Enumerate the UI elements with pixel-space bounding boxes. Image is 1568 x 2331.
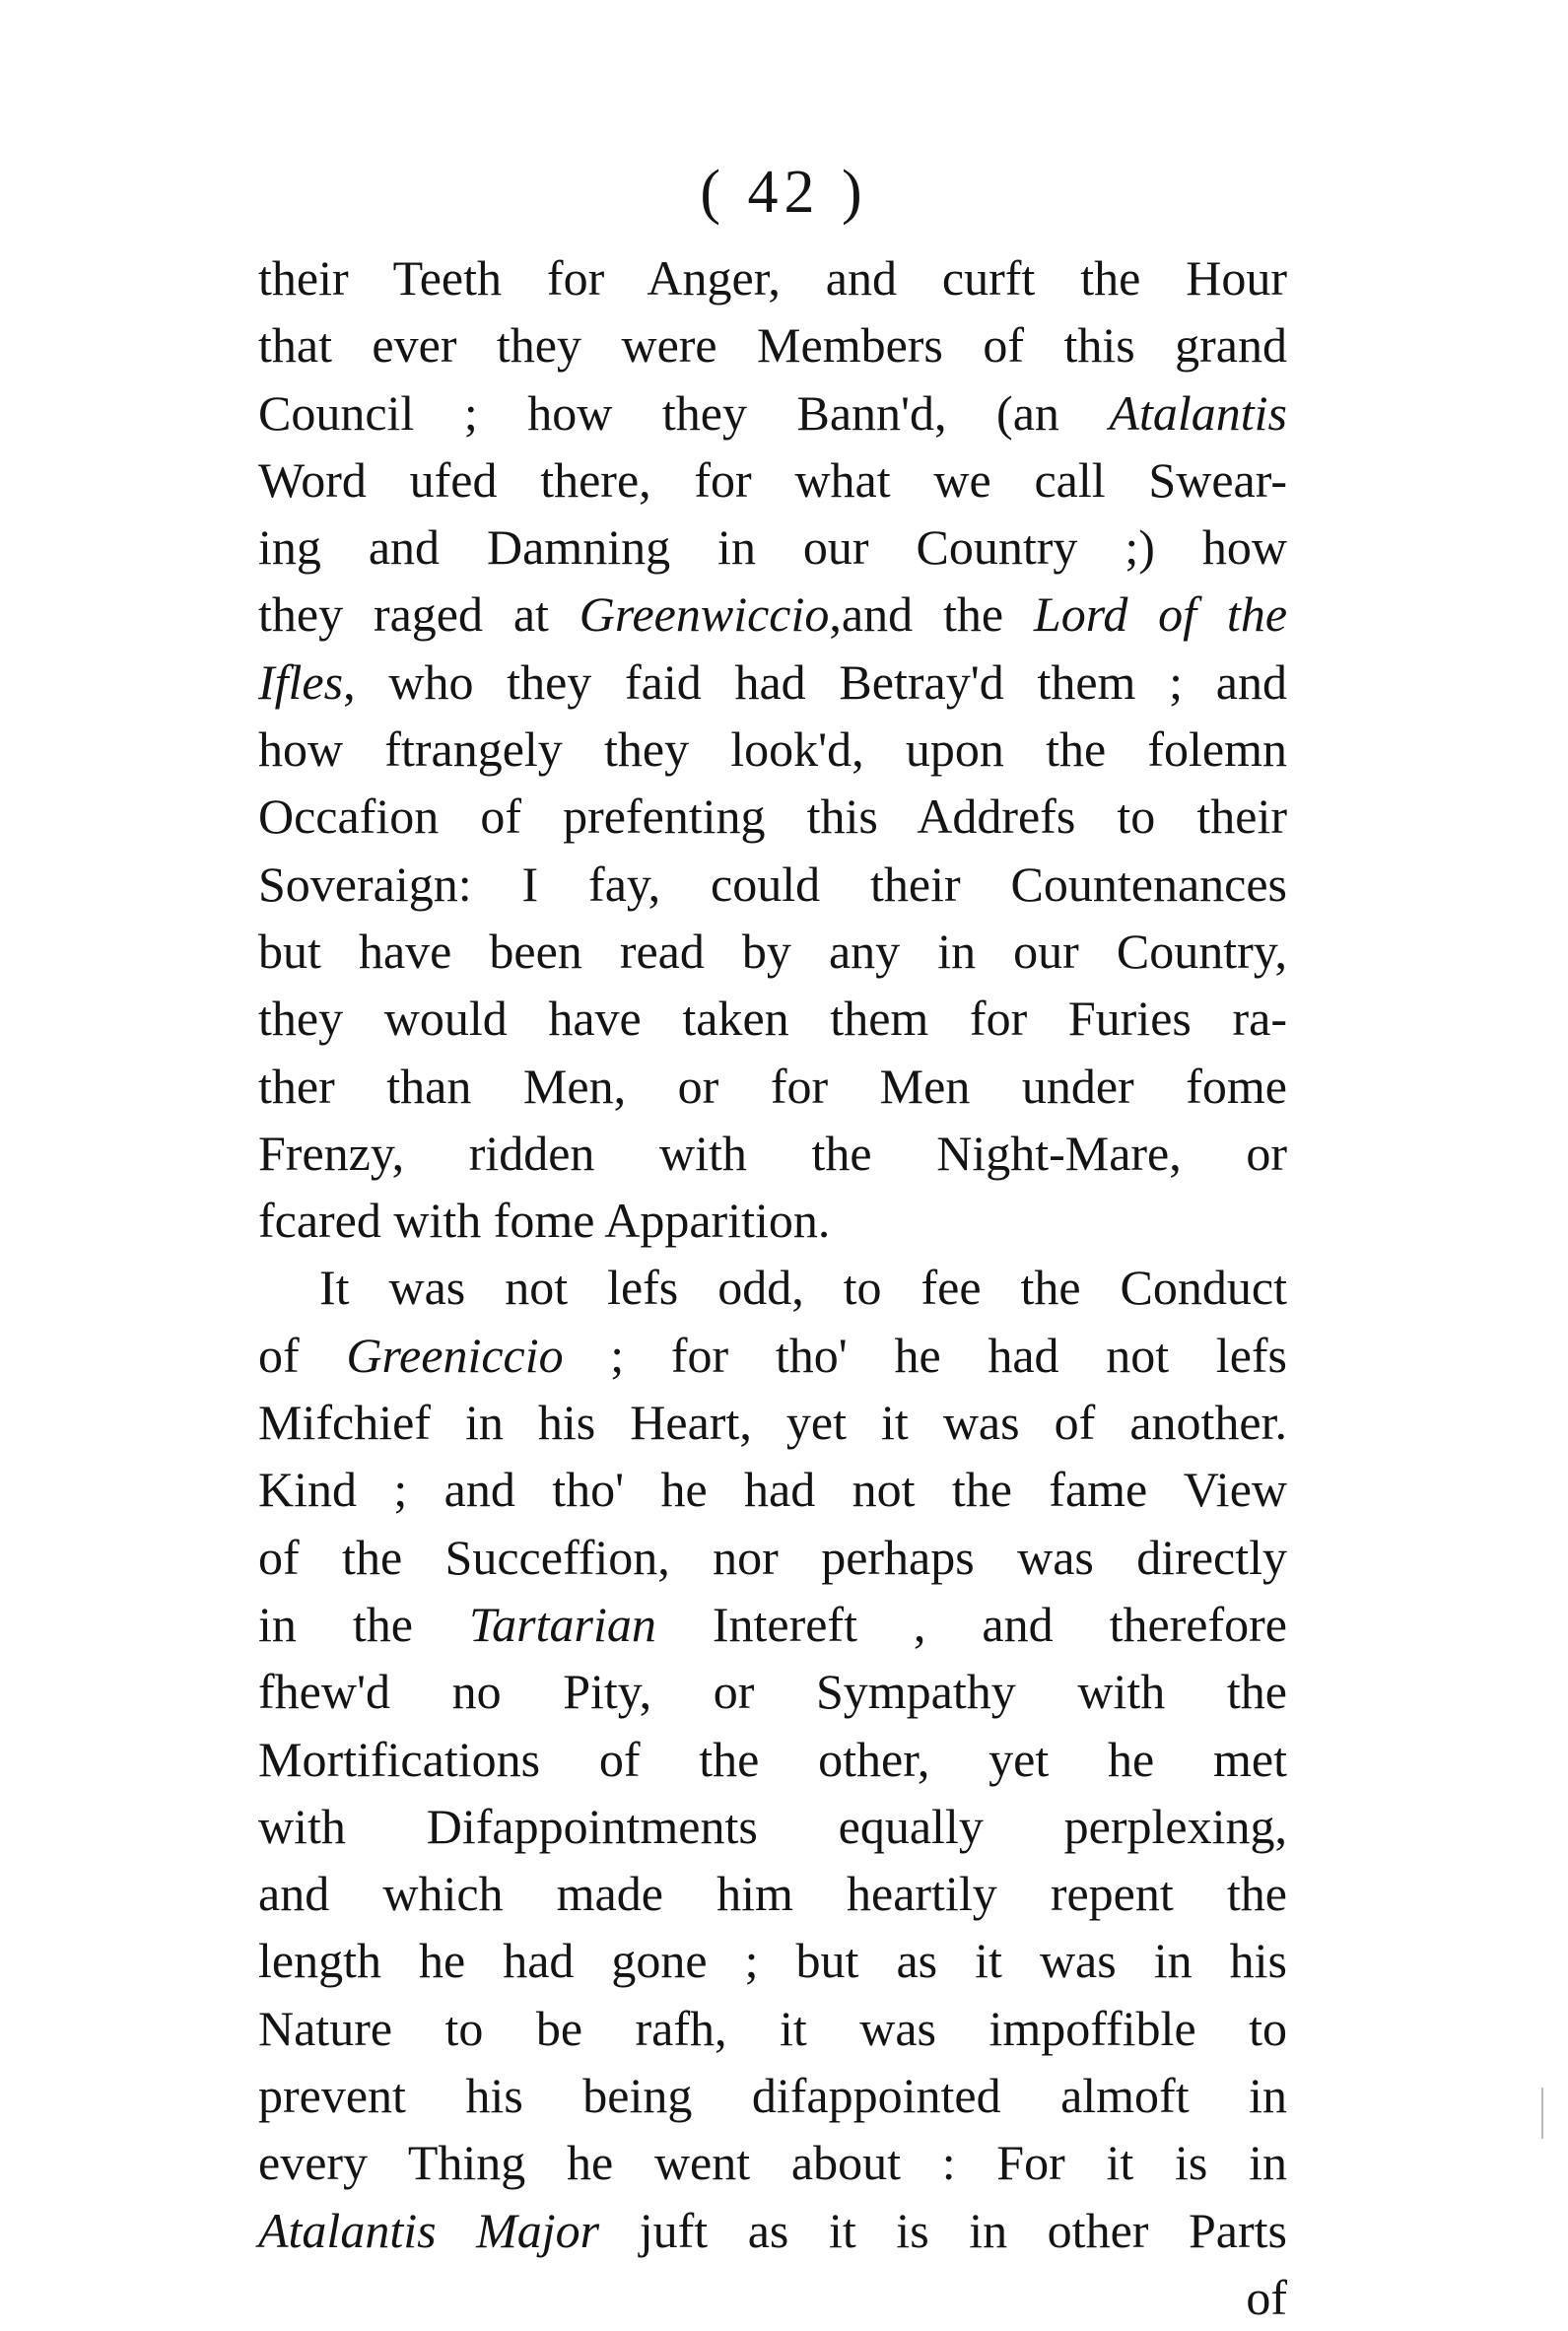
- italic-text: Tartarian: [468, 1596, 656, 1652]
- text-segment: Nature to be rafh, it was impoffible to: [258, 2000, 1287, 2056]
- italic-text: Greenwiccio: [579, 586, 830, 643]
- text-segment: Frenzy, ridden with the Night-Mare, or: [258, 1125, 1287, 1181]
- page-number: ( 42 ): [700, 159, 868, 226]
- text-line: [258, 1187, 1287, 1254]
- text-segment: but have been read by any in our Country,: [258, 923, 1287, 979]
- text-line: [258, 1254, 1287, 1321]
- text-line: [258, 1389, 1287, 1456]
- text-segment: Council ; how they Bann'd, (an: [258, 384, 1110, 441]
- text-line: [258, 1456, 1287, 1523]
- text-line: [258, 1658, 1287, 1725]
- text-line: [258, 2129, 1287, 2196]
- text-line: [258, 446, 1287, 514]
- text-line: [258, 918, 1287, 985]
- text-segment: that ever they were Members of this grand: [258, 317, 1287, 374]
- text-segment: length he had gone ; but as it was in his: [258, 1933, 1287, 1989]
- text-segment: Word ufed there, for what we call Swear-: [258, 451, 1287, 508]
- text-segment: prevent his being difappointed almoft in: [258, 2068, 1287, 2124]
- text-segment: their Teeth for Anger, and curft the Hour: [258, 250, 1287, 306]
- text-segment: they raged at: [258, 586, 579, 643]
- text-segment: fhew'd no Pity, or Sympathy with the: [258, 1664, 1287, 1720]
- text-segment: in the: [258, 1596, 469, 1652]
- text-line: [258, 2197, 1287, 2264]
- text-segment: It was not lefs odd, to fee the Conduct: [319, 1260, 1287, 1316]
- text-line: [258, 716, 1287, 783]
- text-line: [258, 649, 1287, 716]
- text-segment: ,and the: [829, 586, 1034, 643]
- text-segment: ther than Men, or for Men under fome: [258, 1058, 1287, 1114]
- text-line: [258, 1591, 1287, 1658]
- text-segment: Intereft , and therefore: [655, 1596, 1287, 1652]
- text-line: [258, 1726, 1287, 1793]
- text-line: [258, 2062, 1287, 2129]
- text-line: [258, 1322, 1287, 1389]
- italic-text: Atalantis: [1109, 384, 1287, 441]
- italic-text: Greeniccio: [346, 1327, 564, 1383]
- text-segment: of the Succeffion, nor perhaps was directly: [258, 1529, 1287, 1585]
- text-segment: and which made him heartily repent the: [258, 1866, 1287, 1922]
- text-segment: , who they faid had Betray'd them ; and: [343, 653, 1287, 710]
- text-line: [258, 1524, 1287, 1591]
- text-line: [258, 514, 1287, 581]
- text-segment: Mortifications of the other, yet he met: [258, 1731, 1287, 1787]
- text-segment: ; for tho' he had not lefs: [563, 1327, 1287, 1383]
- text-segment: Soveraign: I fay, could their Countenances: [258, 856, 1287, 912]
- body-text: [258, 244, 1287, 2331]
- text-line: [258, 1927, 1287, 1994]
- text-line: [258, 1053, 1287, 1120]
- text-segment: juft as it is in other Parts: [599, 2202, 1287, 2258]
- text-segment: with Difappointments equally perplexing,: [258, 1798, 1287, 1854]
- text-segment: every Thing he went about : For it is in: [258, 2135, 1287, 2191]
- text-segment: fcared with fome Apparition.: [258, 1193, 831, 1249]
- text-line: [258, 1860, 1287, 1927]
- text-line: [258, 379, 1287, 446]
- text-segment: Mifchief in his Heart, yet it was of another.: [258, 1395, 1287, 1451]
- italic-text: Ifles: [258, 653, 344, 710]
- text-line: [258, 1120, 1287, 1187]
- text-line: [258, 783, 1287, 850]
- italic-text: Lord of the: [1033, 586, 1288, 643]
- text-segment: they would have taken them for Furies ra-: [258, 991, 1287, 1047]
- catchword: of: [1246, 2269, 1287, 2325]
- text-segment: of: [258, 1327, 347, 1383]
- text-segment: how ftrangely they look'd, upon the folemn: [258, 721, 1287, 778]
- text-segment: Kind ; and tho' he had not the fame View: [258, 1462, 1287, 1518]
- text-segment: Occafion of prefenting this Addrefs to their: [258, 788, 1287, 845]
- italic-text: Atalantis Major: [258, 2202, 600, 2258]
- text-line: [258, 1793, 1287, 1860]
- text-segment: ing and Damning in our Country ;) how: [258, 519, 1287, 576]
- text-line: [258, 244, 1287, 311]
- text-line: [258, 1995, 1287, 2062]
- margin-mark: [1541, 2088, 1543, 2139]
- text-line: [258, 985, 1287, 1052]
- text-line: [258, 581, 1287, 648]
- text-line: [258, 311, 1287, 378]
- text-line: [258, 851, 1287, 918]
